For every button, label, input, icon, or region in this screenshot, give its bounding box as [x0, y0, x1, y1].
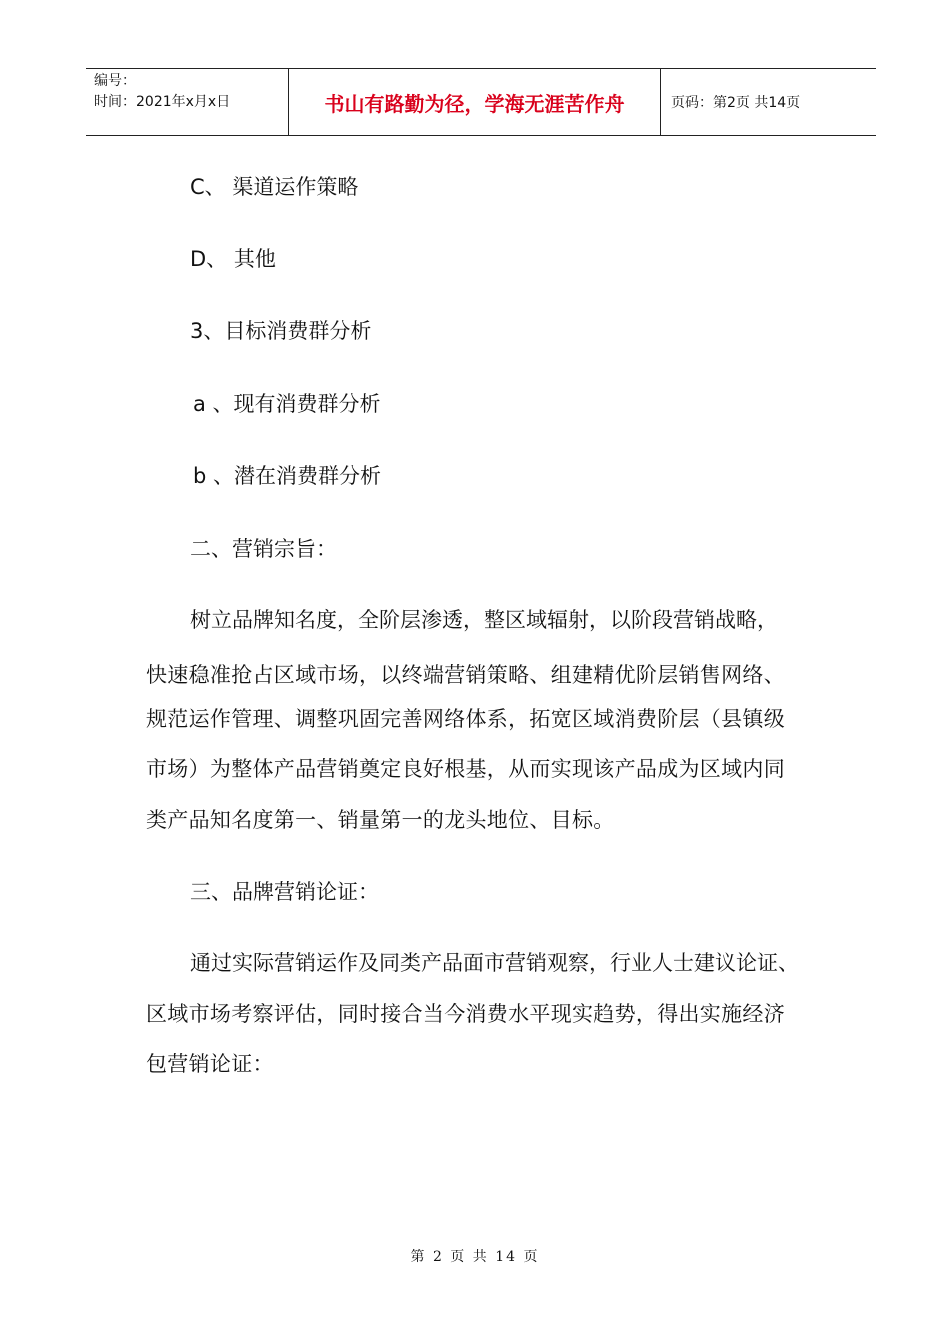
- paragraph-line: 规范运作管理、调整巩固完善网络体系，拓宽区域消费阶层（县镇级: [146, 707, 785, 731]
- sub-item-b: b 、潜在消费群分析: [193, 464, 382, 488]
- header-page-info: 页码：第2页 共14页: [671, 95, 801, 111]
- paragraph-line: 通过实际营销运作及同类产品面市营销观察，行业人士建议论证、: [190, 951, 799, 975]
- document-date: 时间：2021年x月x日: [94, 94, 231, 110]
- header-motto: 书山有路勤为径，学海无涯苦作舟: [288, 69, 661, 135]
- item-c: C、 渠道运作策略: [190, 175, 359, 199]
- document-number: 编号：: [94, 73, 136, 89]
- paragraph-line: 市场）为整体产品营销奠定良好根基，从而实现该产品成为区域内同: [146, 757, 785, 781]
- section-3-heading: 3、目标消费群分析: [190, 319, 372, 343]
- brand-argument-heading: 三、品牌营销论证：: [190, 880, 379, 904]
- paragraph-line: 快速稳准抢占区域市场，以终端营销策略、组建精优阶层销售网络、: [146, 663, 785, 687]
- paragraph-line: 树立品牌知名度，全阶层渗透，整区域辐射，以阶段营销战略，: [190, 608, 778, 632]
- header-meta: [86, 69, 288, 135]
- paragraph-line: 区域市场考察评估，同时接合当今消费水平现实趋势，得出实施经济: [146, 1002, 785, 1026]
- sub-item-a: a 、现有消费群分析: [193, 392, 381, 416]
- page-footer: 第 2 页 共 14 页: [410, 1249, 540, 1265]
- item-d: D、 其他: [190, 247, 276, 271]
- paragraph-line: 类产品知名度第一、销量第一的龙头地位、目标。: [146, 808, 615, 832]
- paragraph-line: 包营销论证：: [146, 1052, 274, 1076]
- marketing-purpose-heading: 二、营销宗旨：: [190, 537, 337, 561]
- page-header: [86, 68, 876, 136]
